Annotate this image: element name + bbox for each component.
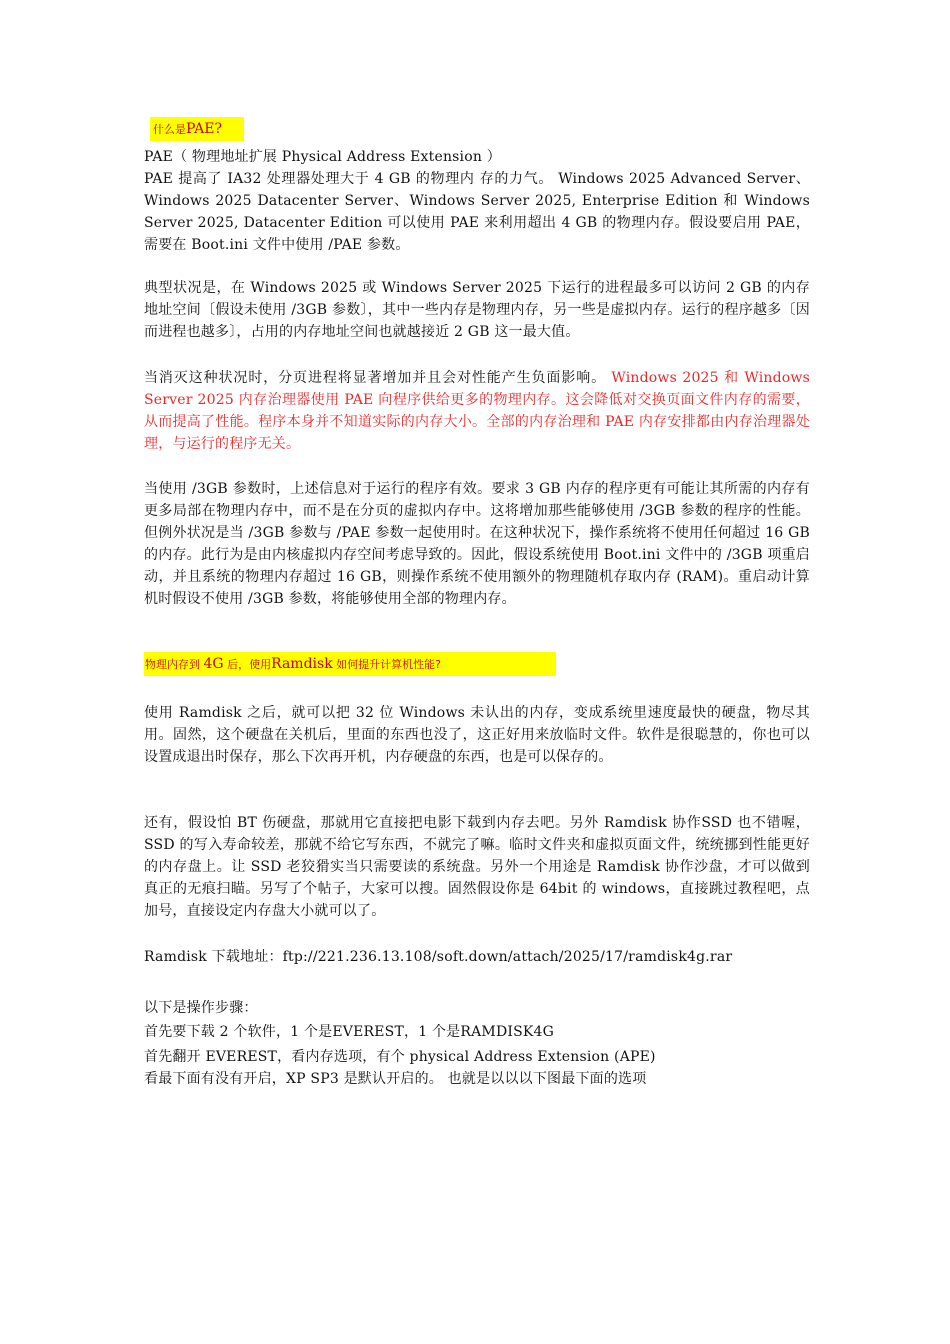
paragraph-pae-intro: PAE 提高了 IA32 处理器处理大于 4 GB 的物理内 存的力气。 Windows 2025 Advanced Server、 Windows 2025 Datacenter Server、Windows Server 2025, Enterprise Edition 和 Windows Server 2025, Datacenter Edition 可以使用 PAE 来利用超出 4 GB 的物理内存。假设要启用 PAE，需要在 Boot.ini 文件中使用 /PAE 参数。 bbox=[144, 171, 810, 253]
download-address-line: Ramdisk 下载地址：ftp://221.236.13.108/soft.down/attach/2025/17/ramdisk4g.rar bbox=[144, 949, 733, 965]
step-3: 看最下面有没有开启，XP SP3 是默认开启的。 也就是以以以下图最下面的选项 bbox=[144, 1071, 647, 1087]
heading2-part2: 4G bbox=[203, 656, 224, 672]
heading-ramdisk-performance bbox=[144, 652, 556, 676]
heading2-part5: 如何提升计算机性能? bbox=[336, 658, 442, 671]
heading2-part4: Ramdisk bbox=[271, 656, 333, 672]
heading2-part1: 物理内存到 bbox=[145, 658, 200, 671]
heading1-suffix: PAE? bbox=[186, 121, 222, 137]
step-2: 首先翻开 EVEREST，看内存选项，有个 physical Address Extension (APE) bbox=[144, 1049, 656, 1065]
heading-what-is-pae bbox=[150, 117, 244, 141]
steps-title: 以下是操作步骤： bbox=[144, 1000, 258, 1016]
paragraph-ramdisk-usage: 使用 Ramdisk 之后，就可以把 32 位 Windows 未认出的内存，变成系统里速度最快的硬盘，物尽其用。固然，这个硬盘在关机后，里面的东西也没了，这正好用来放临时文件。软件是很聪慧的，你也可以设置成退出时保存，那么下次再开机，内存硬盘的东西，也是可以保存的。 bbox=[144, 705, 810, 765]
pae-definition-line: PAE（ 物理地址扩展 Physical Address Extension ） bbox=[144, 149, 501, 165]
paragraph-typical-situation: 典型状况是，在 Windows 2025 或 Windows Server 2025 下运行的进程最多可以访问 2 GB 的内存地址空间〔假设未使用 /3GB 参数〕，其中一些内存是物理内存，另一些是虚拟内存。运行的程序越多〔因而进程也越多〕，占用的内存地址空间也就越接近 2 GB 这一最大值。 bbox=[144, 280, 810, 340]
paragraph-ramdisk-ssd: 还有，假设怕 BT 伤硬盘，那就用它直接把电影下载到内存去吧。另外 Ramdisk 协作SSD 也不错喔，SSD 的写入寿命较差，那就不给它写东西，不就完了嘛。临时文件夹和虚拟页面文件，统统挪到性能更好的内存盘上。让 SSD 老狡猾实当只需要读的系统盘。另外一个用途是 Ramdisk 协作沙盘，才可以做到真正的无痕扫瞄。另写了个帖子，大家可以搜。固然假设你是 64bit 的 windows，直接跳过教程吧，点加号，直接设定内存盘大小就可以了。 bbox=[144, 815, 810, 919]
step-1: 首先要下载 2 个软件，1 个是EVEREST，1 个是RAMDISK4G bbox=[144, 1024, 555, 1040]
paragraph-3gb-switch: 当使用 /3GB 参数时，上述信息对于运行的程序有效。要求 3 GB 内存的程序更有可能让其所需的内存有更多局部在物理内存中，而不是在分页的虚拟内存中。这将增加那些能够使用 /3GB 参数的程序的性能。但例外状况是当 /3GB 参数与 /PAE 参数一起使用时。在这种状况下，操作系统将不使用任何超过 16 GB 的内存。此行为是由内核虚拟内存空间考虑导致的。因此，假设系统使用 Boot.ini 文件中的 /3GB 项重启动，并且系统的物理内存超过 16 GB，则操作系统不使用额外的物理随机存取内存 (RAM)。重启动计算机时假设不使用 /3GB 参数，将能够使用全部的物理内存。 bbox=[144, 481, 810, 607]
paragraph-memory-manager bbox=[144, 367, 810, 455]
heading1-prefix: 什么是 bbox=[153, 123, 186, 136]
paragraph-memory-manager-normal: 当消灭这种状况时，分页进程将显著增加并且会对性能产生负面影响。 bbox=[144, 370, 612, 386]
paragraph-memory-manager-highlight: Windows 2025 和 Windows Server 2025 内存治理器使用 PAE 向程序供给更多的物理内存。这会降低对交换页面文件内存的需要，从而提高了性能。程序本身并不知道实际的内存大小。全部的内存治理和 PAE 内存安排都由内存治理器处理，与运行的程序无关。 bbox=[144, 370, 810, 452]
heading2-part3: 后，使用 bbox=[227, 658, 272, 671]
